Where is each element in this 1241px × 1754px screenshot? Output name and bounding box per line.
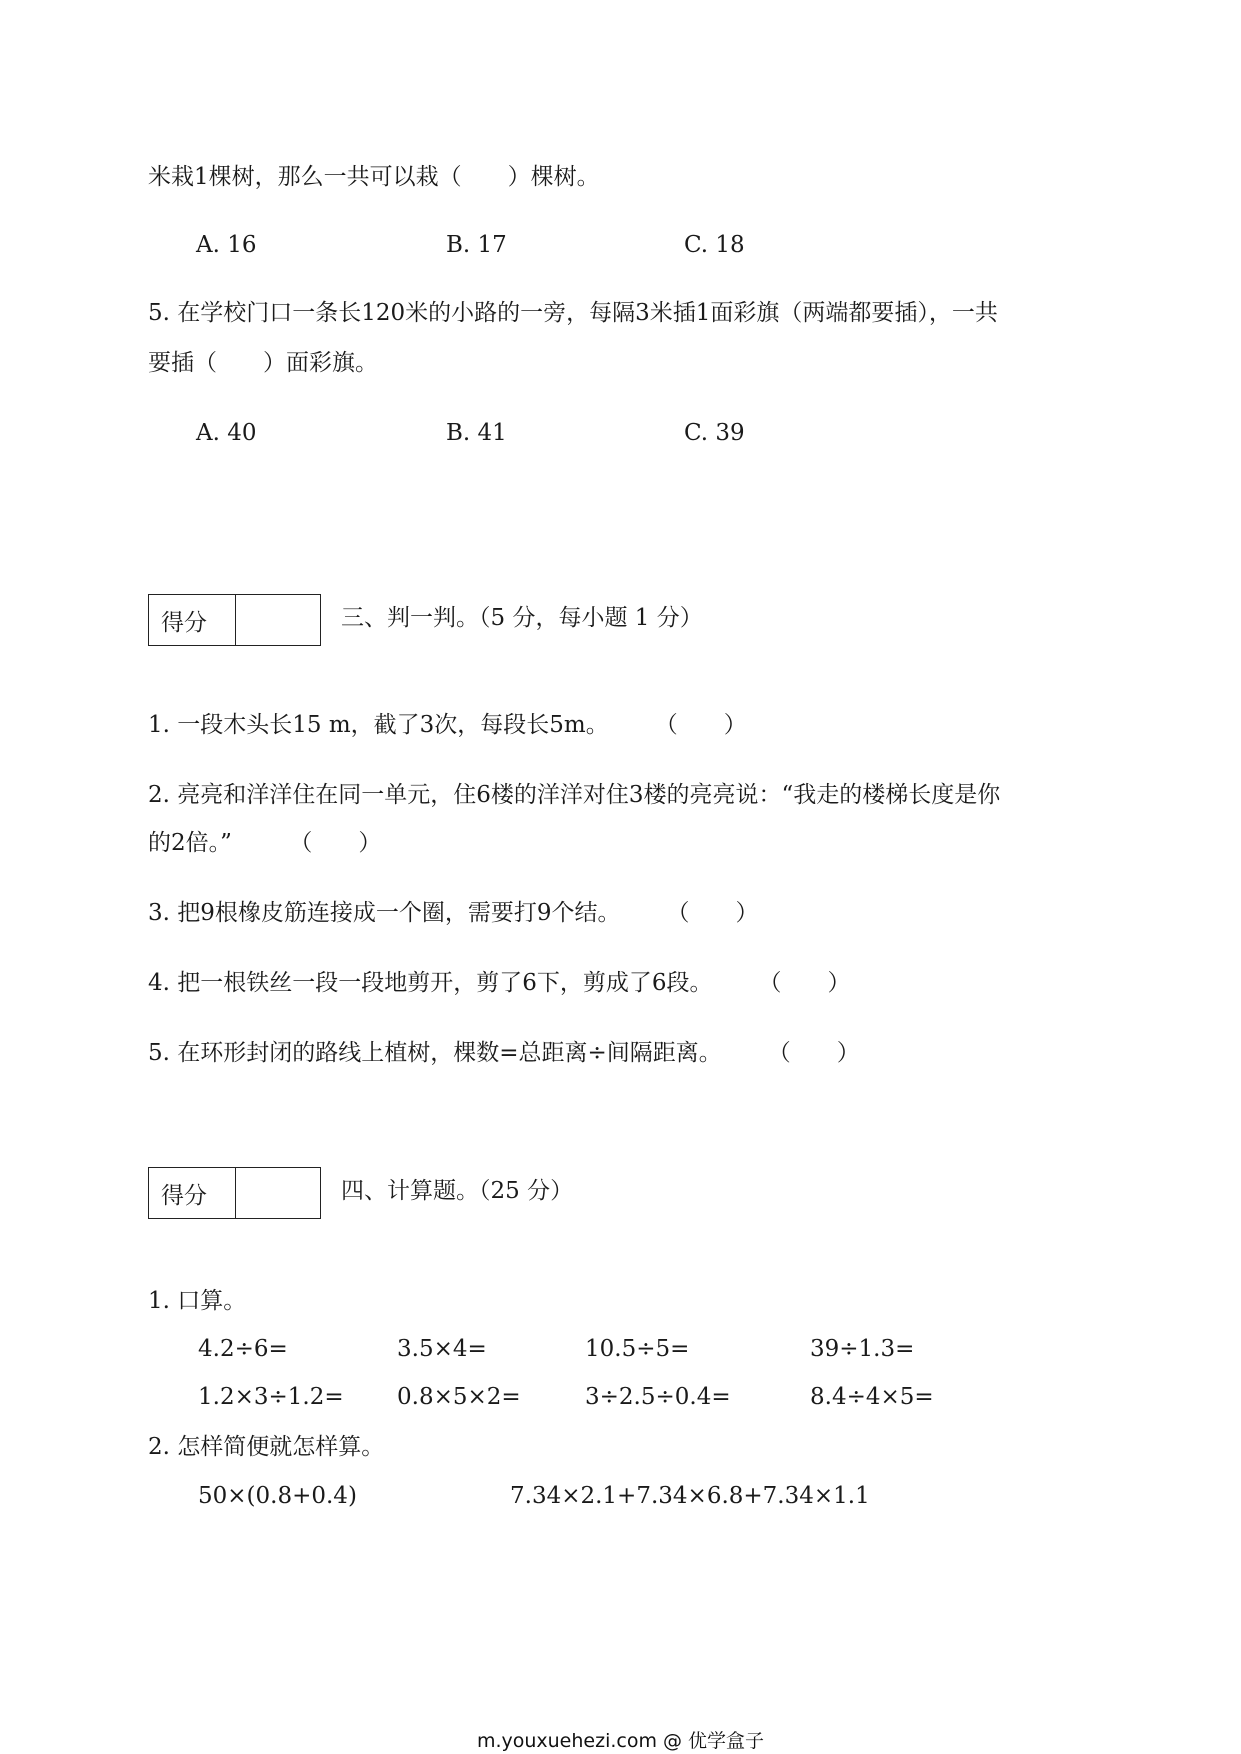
choice-q5-option-c: C. 39 bbox=[684, 420, 745, 446]
calc-q1-expr: 39÷1.3= bbox=[810, 1336, 915, 1362]
choice-q4-tail: 米栽1棵树，那么一共可以栽（ ）棵树。 bbox=[148, 164, 600, 190]
calc-q2-expr-1: 50×(0.8+0.4) bbox=[198, 1483, 357, 1509]
calc-q1-expr: 3÷2.5÷0.4= bbox=[585, 1384, 731, 1410]
score-label: 得分 bbox=[149, 1168, 236, 1218]
score-label: 得分 bbox=[149, 595, 236, 645]
calc-q1-expr: 4.2÷6= bbox=[198, 1336, 288, 1362]
choice-q4-option-a: A. 16 bbox=[196, 232, 257, 258]
score-input-cell[interactable] bbox=[236, 595, 320, 645]
section4-title: 四、计算题。（25 分） bbox=[341, 1178, 574, 1204]
judge-item-2-line1: 2. 亮亮和洋洋住在同一单元，住6楼的洋洋对住3楼的亮亮说：“我走的楼梯长度是你 bbox=[148, 782, 1001, 808]
choice-q5-option-b: B. 41 bbox=[446, 420, 507, 446]
calc-q2-label: 2. 怎样简便就怎样算。 bbox=[148, 1434, 385, 1460]
score-box-section4 bbox=[148, 1167, 321, 1219]
choice-q4-option-c: C. 18 bbox=[684, 232, 745, 258]
calc-q1-expr: 8.4÷4×5= bbox=[810, 1384, 934, 1410]
section3-title: 三、判一判。（5 分，每小题 1 分） bbox=[341, 605, 703, 631]
choice-q5-line1: 5. 在学校门口一条长120米的小路的一旁，每隔3米插1面彩旗（两端都要插），一共 bbox=[148, 300, 998, 326]
judge-item-5: 5. 在环形封闭的路线上植树，棵数=总距离÷间隔距离。 （ ） bbox=[148, 1040, 860, 1066]
choice-q5-line2: 要插（ ）面彩旗。 bbox=[148, 350, 378, 376]
calc-q1-expr: 1.2×3÷1.2= bbox=[198, 1384, 344, 1410]
judge-item-3: 3. 把9根橡皮筋连接成一个圈，需要打9个结。 （ ） bbox=[148, 900, 759, 926]
calc-q1-expr: 0.8×5×2= bbox=[397, 1384, 521, 1410]
judge-item-4: 4. 把一根铁丝一段一段地剪开，剪了6下，剪成了6段。 （ ） bbox=[148, 970, 851, 996]
judge-item-1: 1. 一段木头长15 m，截了3次，每段长5m。 （ ） bbox=[148, 712, 747, 738]
judge-item-2-line2: 的2倍。” （ ） bbox=[148, 830, 382, 856]
score-box-section3 bbox=[148, 594, 321, 646]
choice-q4-option-b: B. 17 bbox=[446, 232, 507, 258]
calc-q1-label: 1. 口算。 bbox=[148, 1288, 247, 1314]
choice-q5-option-a: A. 40 bbox=[196, 420, 257, 446]
footer-watermark: m.youxuehezi.com @ 优学盒子 bbox=[476, 1730, 765, 1752]
calc-q1-expr: 10.5÷5= bbox=[585, 1336, 690, 1362]
score-input-cell[interactable] bbox=[236, 1168, 320, 1218]
calc-q1-expr: 3.5×4= bbox=[397, 1336, 487, 1362]
calc-q2-expr-2: 7.34×2.1+7.34×6.8+7.34×1.1 bbox=[510, 1483, 870, 1509]
